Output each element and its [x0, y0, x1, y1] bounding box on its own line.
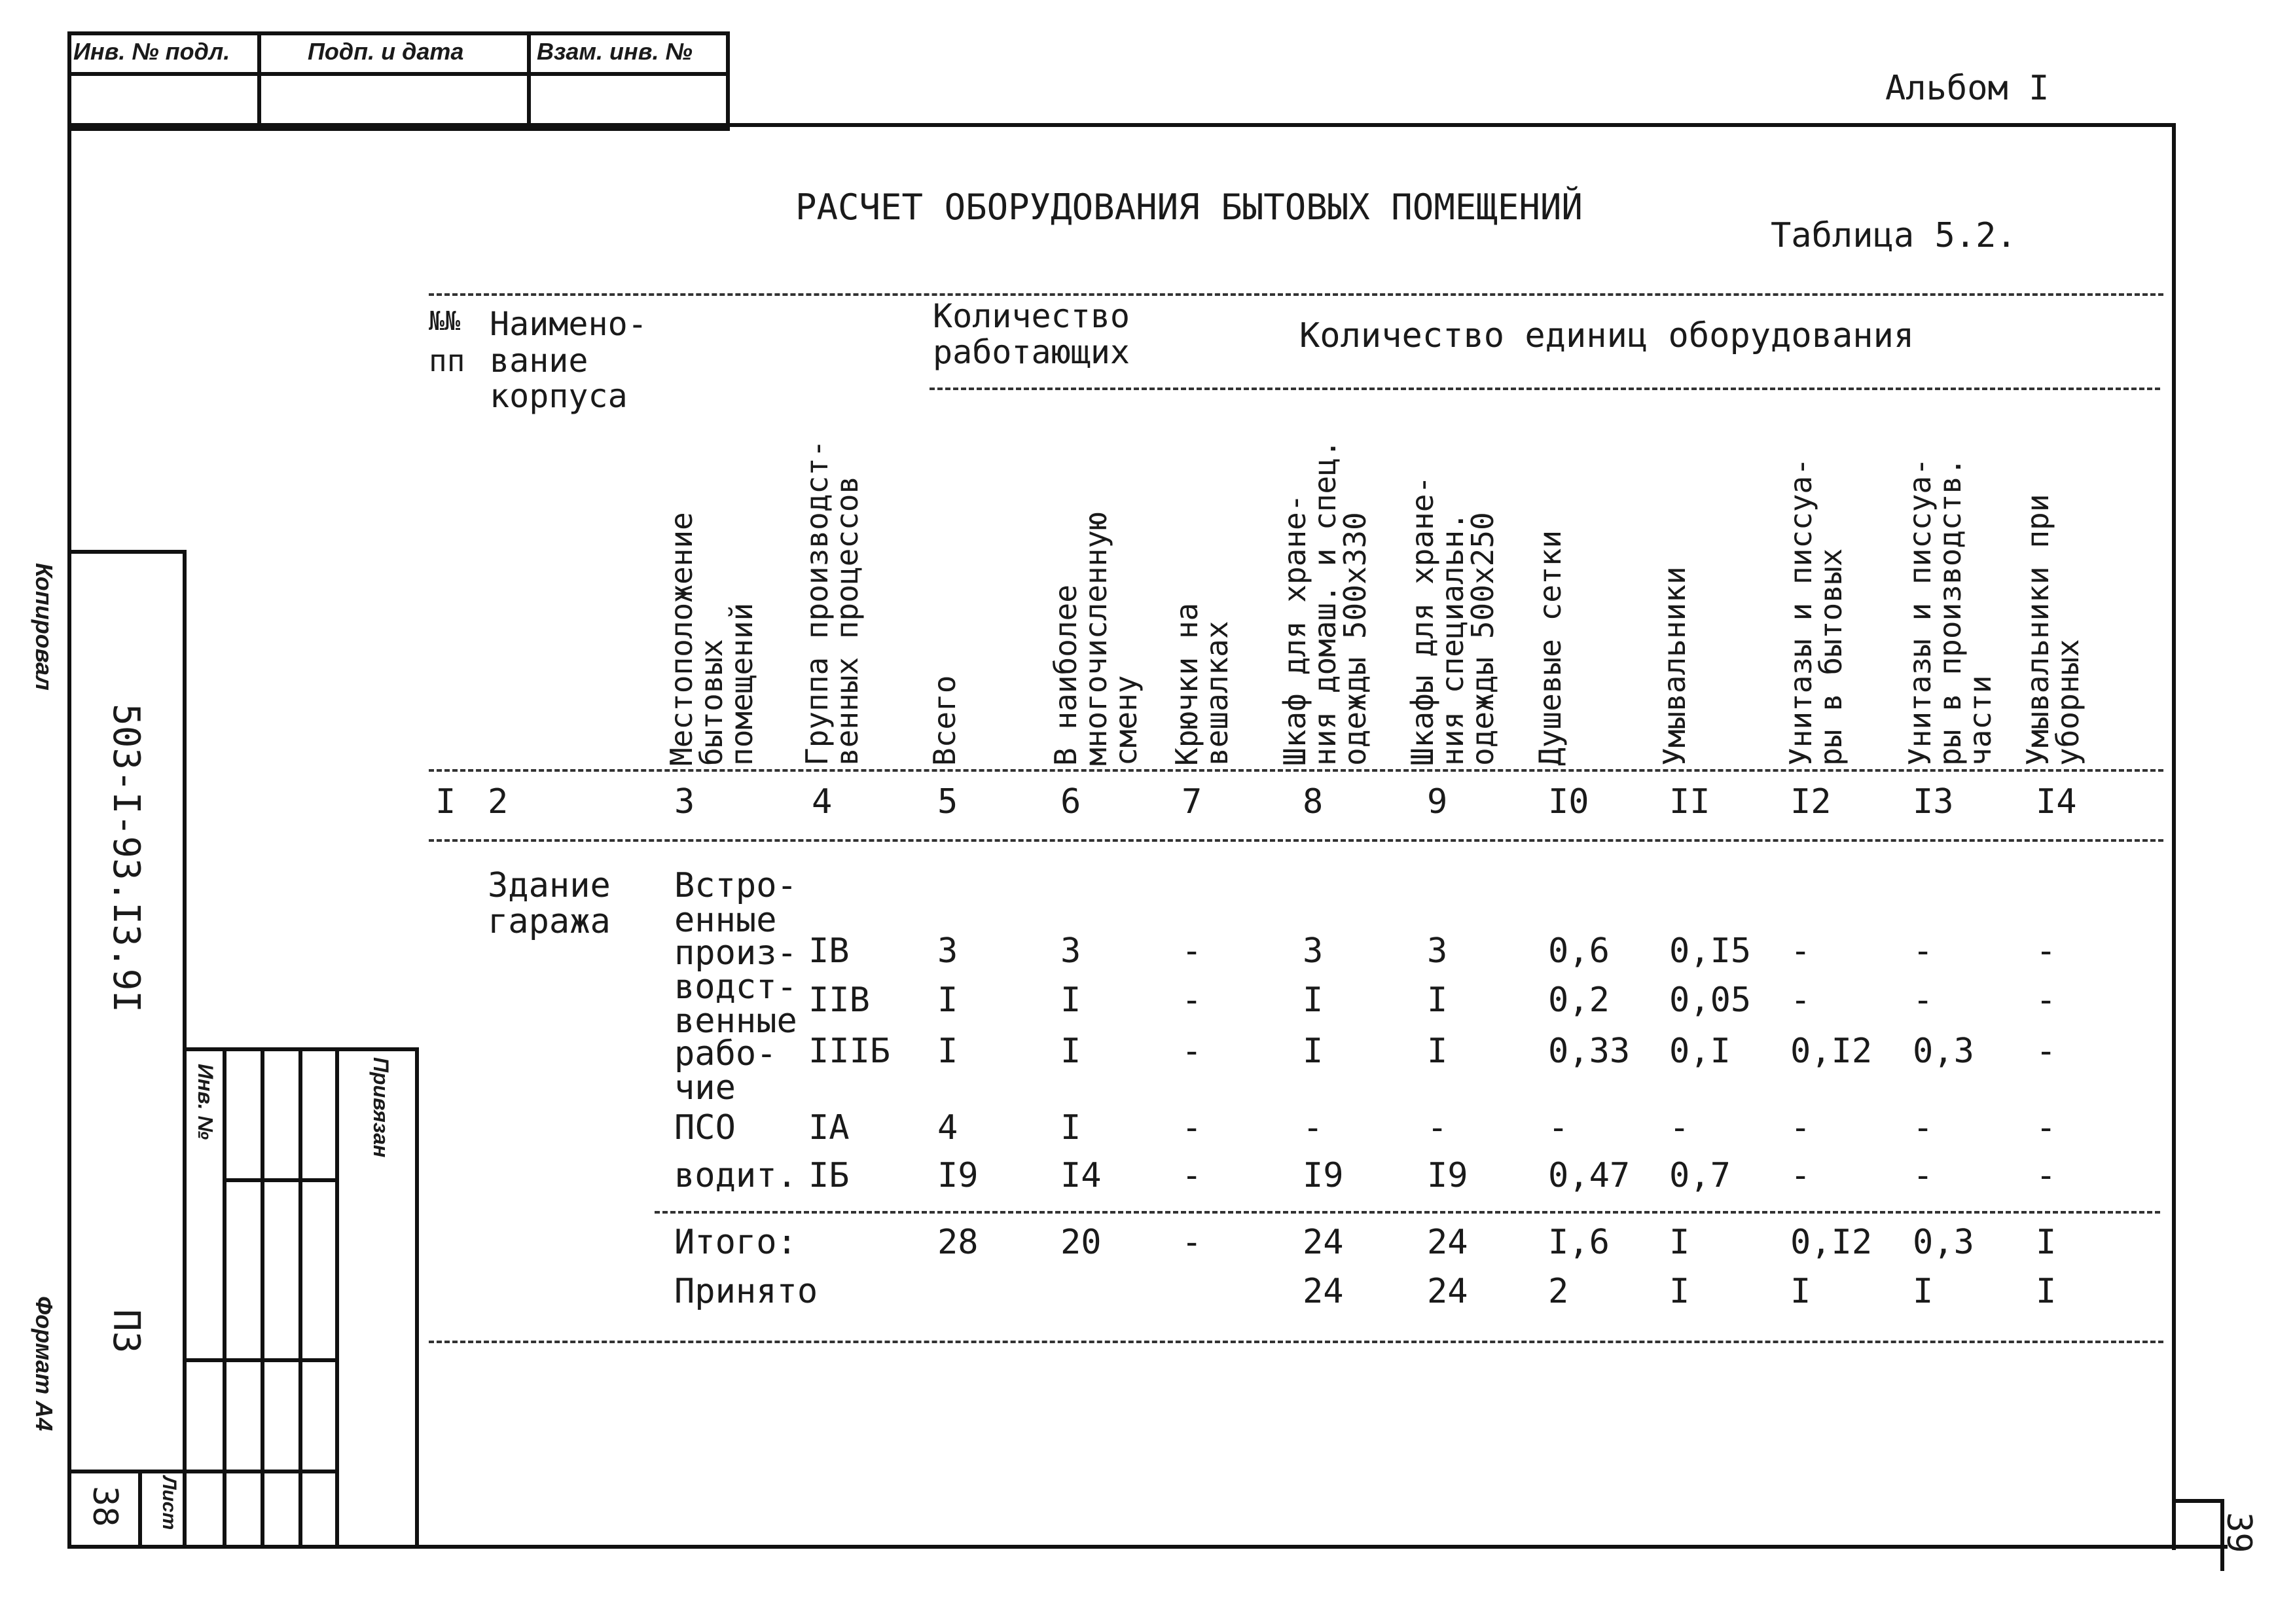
row-cell-c13: - [1913, 1156, 1934, 1195]
column-header-c14: уборных [2050, 639, 2086, 766]
table-bottom-rule [429, 1341, 2163, 1343]
row-group: IА [808, 1108, 850, 1147]
row-cell-c11: 0,7 [1669, 1156, 1731, 1195]
total-cell-c12: 0,I2 [1790, 1223, 1873, 1262]
column-number: 2 [488, 782, 509, 821]
row-cell-c12: - [1790, 931, 1811, 971]
column-number: I0 [1548, 782, 1589, 821]
stamp-label-podp-data: Подп. и дата [308, 38, 464, 65]
priv-block-row [183, 1358, 335, 1362]
row-cell-c8: I [1303, 1032, 1324, 1071]
left-strip-top [67, 550, 187, 554]
row-cell-c14: - [2036, 931, 2057, 971]
priv-block-col [223, 1047, 226, 1549]
location-line: водст- [674, 967, 797, 1007]
column-header-c7: Крючки на [1169, 602, 1204, 766]
row-cell-c13: - [1913, 981, 1934, 1020]
sheet-box-top [67, 1470, 187, 1473]
row-cell-c5: I9 [937, 1156, 979, 1195]
column-header-c13: ры в производств. [1932, 458, 1968, 766]
row-cell-c12: 0,I2 [1790, 1032, 1873, 1071]
row-cell-c12: - [1790, 1108, 1811, 1147]
building-name-line1: Здание [488, 866, 611, 905]
kopiroval-label: Копировал [31, 563, 58, 691]
row-cell-c14: - [2036, 1032, 2057, 1071]
total-cell-c6: 20 [1060, 1223, 1102, 1262]
priv-block-row [223, 1178, 335, 1182]
row-cell-c6: 3 [1060, 931, 1081, 971]
column-header-c6: многочисленную [1078, 512, 1113, 766]
row-cell-c8: 3 [1303, 931, 1324, 971]
row-group: IIIБ [808, 1032, 891, 1071]
sheet-number-left: 38 [85, 1486, 124, 1527]
row-group: IВ [808, 931, 850, 971]
column-header-c3: помещений [724, 602, 759, 766]
accepted-cell-c9: 24 [1427, 1272, 1468, 1311]
location-line: произ- [674, 933, 797, 973]
column-header-c9: одежды 500x250 [1465, 512, 1500, 766]
subtotal-rule [655, 1211, 2160, 1214]
column-header-c7: вешалках [1199, 621, 1235, 766]
column-header-c8: Шкаф для хране- [1277, 494, 1312, 766]
row-cell-c7: - [1182, 1156, 1202, 1195]
header-name-line3: корпуса [490, 377, 628, 415]
column-number: II [1669, 782, 1710, 821]
column-header-c4: венных процессов [829, 475, 865, 766]
header-num-line1: №№ [429, 306, 461, 336]
row-cell-c14: - [2036, 1108, 2057, 1147]
row-cell-c9: 3 [1427, 931, 1448, 971]
row-cell-c7: - [1182, 1108, 1202, 1147]
frame-right-tab [2172, 1499, 2176, 1549]
column-header-c4: Группа производст- [799, 439, 835, 766]
location-line: Встро- [674, 866, 797, 905]
sheet-box-divider [138, 1470, 142, 1549]
format-label: Формат А4 [31, 1296, 58, 1432]
priv-block-col [261, 1047, 264, 1549]
stamp-divider [257, 31, 261, 127]
priv-block-right [415, 1047, 419, 1549]
row-cell-c6: I [1060, 1032, 1081, 1071]
table-top-rule [429, 293, 2163, 296]
row-cell-c9: - [1427, 1108, 1448, 1147]
column-number: 7 [1182, 782, 1202, 821]
accepted-cell-c13: I [1913, 1272, 1934, 1311]
location-line: венные [674, 1001, 797, 1041]
building-name-line2: гаража [488, 902, 611, 941]
row-cell-c11: - [1669, 1108, 1690, 1147]
total-cell-c10: I,6 [1548, 1223, 1610, 1262]
row-cell-c8: - [1303, 1108, 1324, 1147]
total-cell-c9: 24 [1427, 1223, 1468, 1262]
row-cell-c5: I [937, 981, 958, 1020]
column-header-c12: Унитазы и писсуа- [1783, 458, 1818, 766]
row-location: ПСО [674, 1108, 736, 1147]
row-cell-c10: 0,2 [1548, 981, 1610, 1020]
priv-block-row [183, 1470, 335, 1473]
frame-top [67, 123, 2175, 127]
row-cell-c9: I9 [1427, 1156, 1468, 1195]
column-number: I3 [1913, 782, 1954, 821]
frame-right-tab-top [2172, 1499, 2224, 1503]
column-header-c6: В наиболее [1048, 585, 1083, 766]
column-number: I [435, 782, 456, 821]
row-cell-c7: - [1182, 931, 1202, 971]
column-header-c8: ния домаш. и спец. [1307, 439, 1343, 766]
column-header-c9: ния специальн. [1435, 512, 1470, 766]
accepted-cell-c8: 24 [1303, 1272, 1344, 1311]
row-group: IIВ [808, 981, 870, 1020]
stamp-divider [527, 31, 531, 127]
row-cell-c5: 3 [937, 931, 958, 971]
location-line: енные [674, 901, 777, 940]
row-cell-c8: I9 [1303, 1156, 1344, 1195]
frame-right [2172, 123, 2176, 1550]
accepted-cell-c11: I [1669, 1272, 1690, 1311]
row-cell-c9: I [1427, 1032, 1448, 1071]
colnum-bottom-rule [429, 839, 2163, 842]
frame-bottom [67, 1545, 2228, 1549]
column-header-c3: бытовых [694, 639, 729, 766]
row-cell-c14: - [2036, 1156, 2057, 1195]
row-cell-c10: 0,33 [1548, 1032, 1631, 1071]
table-label: Таблица 5.2. [1771, 216, 2017, 255]
total-cell-c11: I [1669, 1223, 1690, 1262]
row-cell-c6: I [1060, 1108, 1081, 1147]
column-header-c11: Умывальники [1657, 566, 1692, 766]
column-header-c13: части [1962, 675, 1998, 766]
column-number: 6 [1060, 782, 1081, 821]
qty-header-rule [930, 388, 2160, 390]
row-cell-c13: 0,3 [1913, 1032, 1974, 1071]
section-code: ПЗ [105, 1309, 147, 1354]
row-cell-c9: I [1427, 981, 1448, 1020]
header-qty-workers-line1: Количество [933, 297, 1130, 335]
privyazan-label: Привязан [369, 1057, 393, 1158]
frame-left [67, 123, 71, 1549]
column-number: I4 [2036, 782, 2077, 821]
row-cell-c11: 0,I5 [1669, 931, 1752, 971]
row-cell-c5: I [937, 1032, 958, 1071]
row-cell-c13: - [1913, 931, 1934, 971]
page-number-right: 39 [2219, 1512, 2258, 1553]
column-number: 4 [812, 782, 833, 821]
header-qty-workers-line2: работающих [933, 333, 1130, 371]
column-header-c10: Душевые сетки [1532, 530, 1568, 766]
document-code: 503-I-93.I3.9I [105, 704, 147, 1013]
row-cell-c13: - [1913, 1108, 1934, 1147]
row-cell-c10: 0,6 [1548, 931, 1610, 971]
row-cell-c11: 0,I [1669, 1032, 1731, 1071]
row-group: IБ [808, 1156, 850, 1195]
row-cell-c8: I [1303, 981, 1324, 1020]
row-cell-c7: - [1182, 1032, 1202, 1071]
column-number: 5 [937, 782, 958, 821]
location-line: чие [674, 1068, 736, 1108]
row-cell-c14: - [2036, 981, 2057, 1020]
list-label: Лист [158, 1476, 180, 1530]
header-num-line2: пп [429, 343, 465, 378]
column-header-c5: Всего [927, 675, 962, 766]
accepted-label: Принято [674, 1272, 818, 1311]
row-cell-c10: - [1548, 1108, 1569, 1147]
row-cell-c5: 4 [937, 1108, 958, 1147]
total-cell-c13: 0,3 [1913, 1223, 1974, 1262]
row-location: водит. [674, 1156, 797, 1195]
row-cell-c6: I [1060, 981, 1081, 1020]
priv-block-col [335, 1047, 339, 1549]
column-header-c14: Умывальники при [2020, 494, 2055, 766]
column-number: 9 [1427, 782, 1448, 821]
header-qty-equipment: Количество единиц оборудования [1299, 316, 1915, 355]
total-label: Итого: [674, 1223, 797, 1262]
row-cell-c6: I4 [1060, 1156, 1102, 1195]
row-cell-c12: - [1790, 981, 1811, 1020]
column-header-c8: одежды 500x330 [1337, 512, 1373, 766]
header-name-line2: вание [490, 342, 588, 380]
page-title: РАСЧЕТ ОБОРУДОВАНИЯ БЫТОВЫХ ПОМЕЩЕНИЙ [795, 187, 1583, 228]
column-header-c13: Унитазы и писсуа- [1902, 458, 1938, 766]
accepted-cell-c12: I [1790, 1272, 1811, 1311]
row-cell-c11: 0,05 [1669, 981, 1752, 1020]
accepted-cell-c14: I [2036, 1272, 2057, 1311]
total-cell-c7: - [1182, 1223, 1202, 1262]
stamp-divider [67, 72, 726, 76]
stamp-label-vzam-inv: Взам. инв. № [537, 38, 693, 65]
album-label: Альбом I [1885, 69, 2050, 108]
row-cell-c12: - [1790, 1156, 1811, 1195]
total-cell-c14: I [2036, 1223, 2057, 1262]
header-bottom-rule [429, 769, 2163, 772]
row-cell-c10: 0,47 [1548, 1156, 1631, 1195]
accepted-cell-c10: 2 [1548, 1272, 1569, 1311]
total-cell-c5: 28 [937, 1223, 979, 1262]
column-header-c9: Шкафы для хране- [1405, 475, 1440, 766]
column-header-c6: смену [1108, 675, 1144, 766]
stamp-label-inv-podl: Инв. № подл. [73, 38, 230, 65]
column-header-c12: ры в бытовых [1813, 548, 1849, 766]
column-number: I2 [1790, 782, 1832, 821]
total-cell-c8: 24 [1303, 1223, 1344, 1262]
row-cell-c7: - [1182, 981, 1202, 1020]
location-line: рабо- [674, 1034, 777, 1074]
inv-label: Инв. № [194, 1064, 217, 1140]
priv-block-col [298, 1047, 302, 1549]
column-number: 8 [1303, 782, 1324, 821]
header-name-line1: Наимено- [490, 305, 647, 343]
column-number: 3 [674, 782, 695, 821]
column-header-c3: Местоположение [664, 512, 699, 766]
